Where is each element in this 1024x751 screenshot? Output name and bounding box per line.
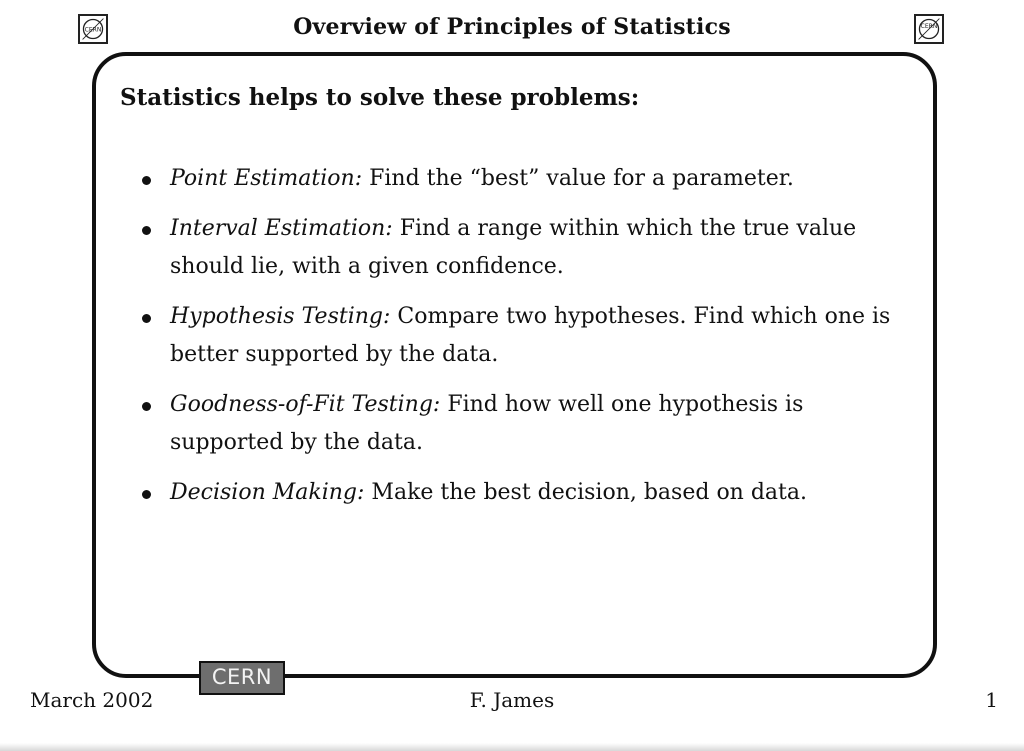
list-item [140,160,910,198]
list-item [140,474,910,512]
bullet-text: Compare two hypotheses. Find which one is better supported by the data. [170,304,891,367]
svg-text:CERN: CERN [920,23,938,31]
bullet-text: Make the best decision, based on data. [364,480,807,505]
bullet-term: Hypothesis Testing: [170,304,391,329]
footer-author: F. James [469,688,555,712]
cern-logo-right [914,14,944,44]
bullet-term: Goodness-of-Fit Testing: [170,392,441,417]
list-item [140,210,910,286]
bullet-term: Point Estimation: [170,166,363,191]
slide-header-title: Overview of Principles of Statistics [293,14,731,40]
bullet-term: Decision Making: [170,480,365,505]
bullet-text: Find the “best” value for a parameter. [362,166,794,191]
bullet-text: Find a range within which the true value should lie, with a given confidence. [170,216,857,279]
bullet-dot [142,314,151,323]
cern-footer-badge: CERN [199,661,285,695]
footer-date: March 2002 [30,688,154,712]
bottom-shade [0,743,1024,751]
list-item [140,386,910,462]
bullet-dot [142,402,151,411]
slide-subtitle: Statistics helps to solve these problems: [120,84,640,111]
bullet-dot [142,176,151,185]
bullet-dot [142,490,151,499]
list-item [140,298,910,374]
problem-list [140,160,910,524]
page-number: 1 [985,688,998,712]
bullet-text: Find how well one hypothesis is supported by the data. [170,392,804,455]
bullet-term: Interval Estimation: [170,216,393,241]
svg-text:CERN: CERN [84,26,102,34]
bullet-dot [142,226,151,235]
